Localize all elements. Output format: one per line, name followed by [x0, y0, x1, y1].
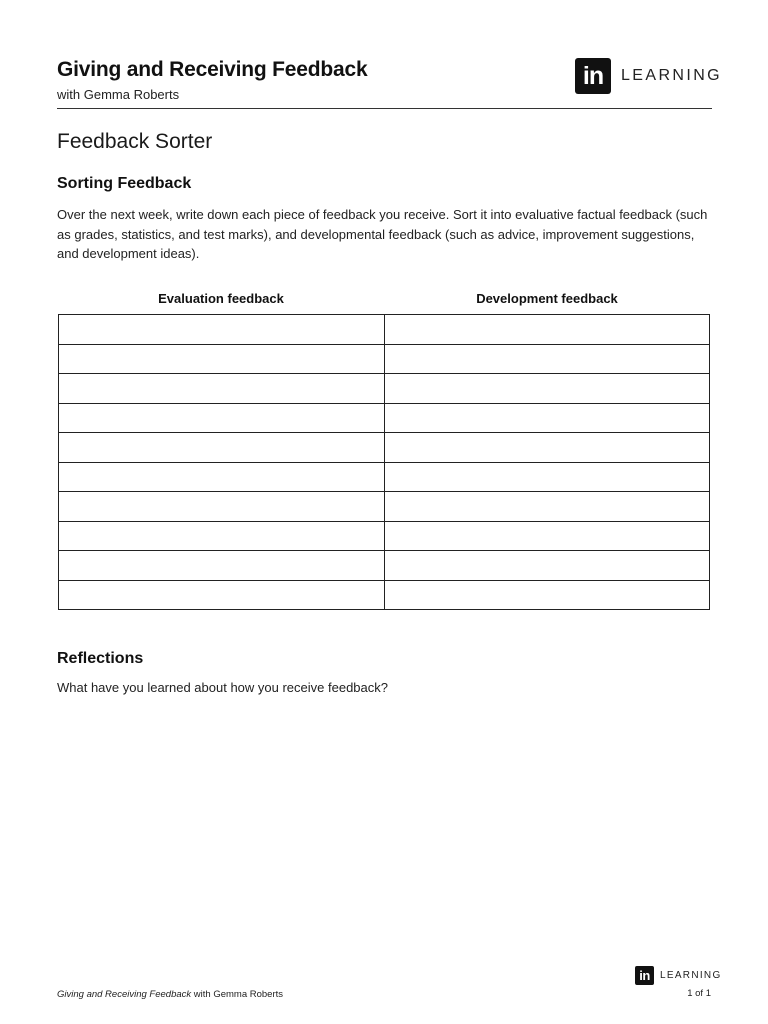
development-feedback-cell[interactable] [384, 521, 710, 551]
document-subtitle: with Gemma Roberts [57, 87, 180, 102]
development-feedback-cell[interactable] [384, 315, 710, 345]
column-header-development: Development feedback [476, 291, 618, 306]
logo-wordmark: LEARNING [621, 67, 722, 84]
footer-course-line [57, 989, 283, 1000]
table-row [59, 580, 710, 610]
evaluation-feedback-cell[interactable] [59, 315, 385, 345]
development-feedback-cell[interactable] [384, 580, 710, 610]
evaluation-feedback-cell[interactable] [59, 374, 385, 404]
table-row [59, 551, 710, 581]
table-row [59, 462, 710, 492]
evaluation-feedback-cell[interactable] [59, 433, 385, 463]
footer-logo-wordmark: LEARNING [660, 970, 722, 981]
development-feedback-cell[interactable] [384, 462, 710, 492]
table-row [59, 521, 710, 551]
table-row [59, 492, 710, 522]
development-feedback-cell[interactable] [384, 344, 710, 374]
reflections-heading: Reflections [57, 650, 144, 667]
page-number: 1 of 1 [687, 988, 711, 999]
development-feedback-cell[interactable] [384, 492, 710, 522]
sorting-instructions: Over the next week, write down each piece of feedback you receive. Sort it into evaluative factual feedback (such as grades, statistics, and test marks), and developmental feedback (such as advice, improvement suggestions, and development ideas). [57, 207, 708, 261]
development-feedback-cell[interactable] [384, 374, 710, 404]
evaluation-feedback-cell[interactable] [59, 344, 385, 374]
evaluation-feedback-cell[interactable] [59, 462, 385, 492]
evaluation-feedback-cell[interactable] [59, 403, 385, 433]
footer-author: with Gemma Roberts [193, 989, 284, 1000]
evaluation-feedback-cell[interactable] [59, 521, 385, 551]
table-row [59, 433, 710, 463]
evaluation-feedback-cell[interactable] [59, 492, 385, 522]
development-feedback-cell[interactable] [384, 551, 710, 581]
reflections-question: What have you learned about how you receive feedback? [57, 680, 388, 695]
sorting-heading: Sorting Feedback [57, 175, 192, 192]
feedback-table [58, 314, 710, 610]
development-feedback-cell[interactable] [384, 433, 710, 463]
linkedin-learning-logo [575, 57, 722, 95]
section-title: Feedback Sorter [57, 130, 213, 153]
evaluation-feedback-cell[interactable] [59, 580, 385, 610]
footer-logo [635, 966, 722, 985]
development-feedback-cell[interactable] [384, 403, 710, 433]
footer-course-title: Giving and Receiving Feedback [57, 989, 192, 1000]
table-row [59, 344, 710, 374]
table-row [59, 315, 710, 345]
column-header-evaluation: Evaluation feedback [158, 291, 284, 306]
table-row [59, 403, 710, 433]
document-title: Giving and Receiving Feedback [57, 58, 368, 81]
linkedin-in-icon: in [575, 58, 611, 94]
table-row [59, 374, 710, 404]
header-divider [57, 108, 712, 109]
linkedin-in-icon: in [635, 966, 654, 985]
evaluation-feedback-cell[interactable] [59, 551, 385, 581]
